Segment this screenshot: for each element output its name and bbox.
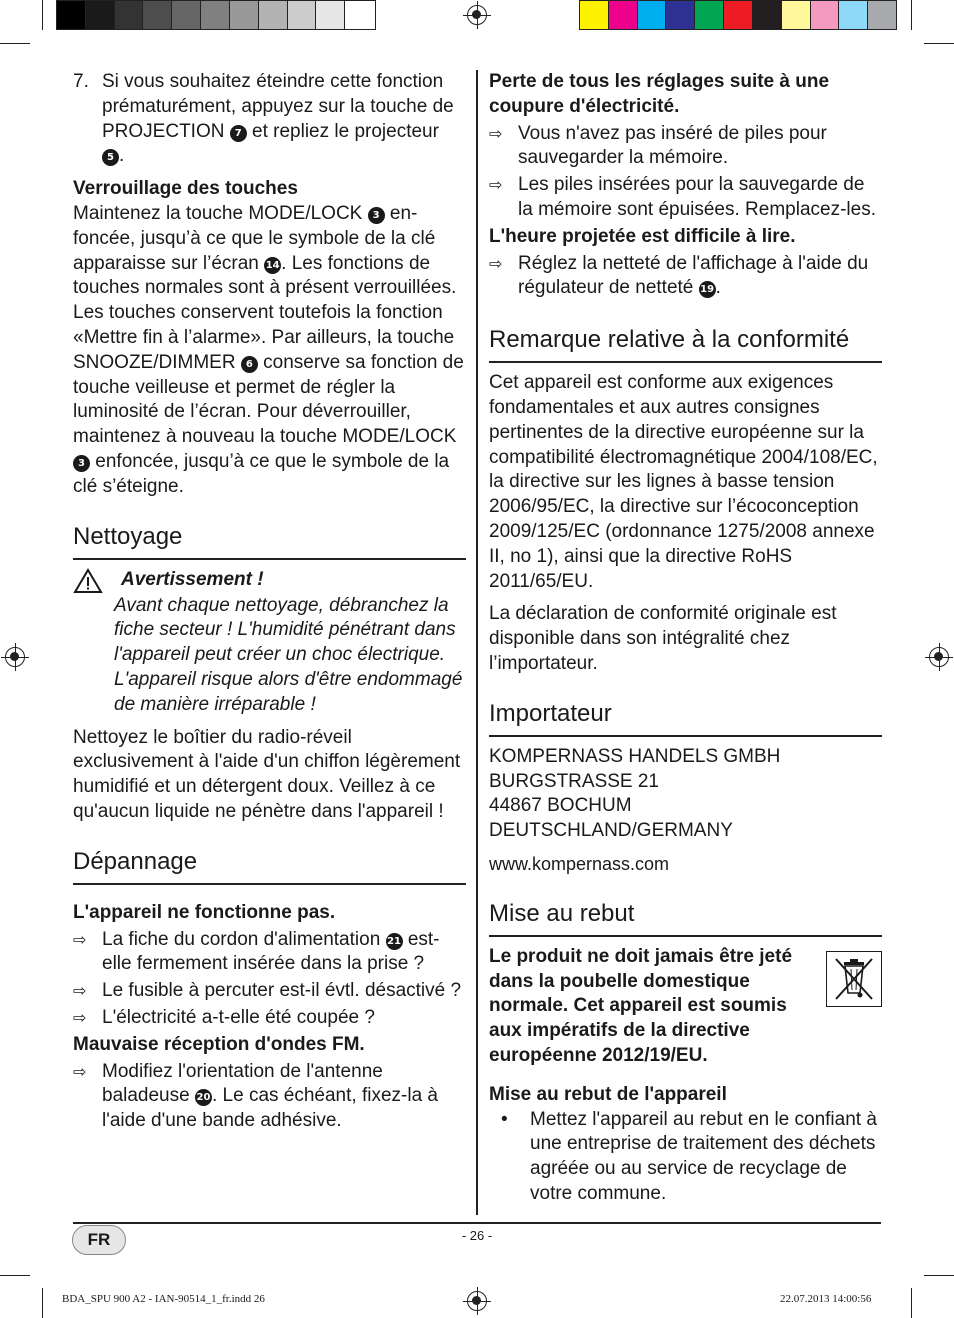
solution-item: ⇨ La fiche du cordon d'alimentation 21 est-elle fermement insérée dans la prise ? [73,928,466,978]
crop-mark [42,1288,43,1318]
color-swatch [753,1,782,29]
gray-swatch [316,1,345,29]
color-swatch [782,1,811,29]
disposal-warning: Le produit ne doit jamais être jeté dans la poubelle domestique normale. Cet appareil est soumis aux impératifs de la directive européenne 2012/19/EU. [489,945,793,1066]
gray-swatch [86,1,115,29]
gray-swatch [143,1,172,29]
cleaning-text: Nettoyez le boîtier du radio-réveil exclusivement à l'aide d'un chiffon légèrement humidifié et un détergent doux. Veillez à ce qu'aucun liquide ne pénètre dans l'appareil ! [73,726,461,822]
gray-swatch [345,1,375,29]
registration-mark-icon [5,647,25,667]
column-divider [476,70,478,1215]
disposal-subheading: Mise au rebut de l'appareil [489,1083,727,1105]
solution-item: ⇨ Vous n'avez pas inséré de piles pour sauvegarder la mémoire. [489,122,882,172]
number-20-icon: 20 [195,1089,212,1106]
solution-item: ⇨ L'électricité a-t-elle été coupée ? [73,1006,466,1031]
problem-heading: Perte de tous les réglages suite à une coupure d'électricité. [489,71,830,117]
color-swatch [666,1,695,29]
date-slug: 22.07.2013 14:00:56 [780,1293,872,1305]
number-6-icon: 6 [241,356,258,373]
solution-item: ⇨ Le fusible à percuter est-il évtl. désactivé ? [73,979,466,1004]
grayscale-color-bar [56,0,376,30]
key-lock-text: Maintenez la touche MODE/LOCK 3 en-foncée, jusqu’à ce que le symbole de la clé apparaisse sur l’écran 14. Les fonctions de touches normales sont à présent verrouillées. Les touches conservent toutefois la fonction «Mettre fin à l’alarme». Par ailleurs, la touche SNOOZE/DIMMER 6 conserve sa fonction de touche veilleuse et permet de régler la luminosité de l’écran. Pour déverrouiller, maintenez à nouveau la touche MODE/LOCK 3 enfoncée, jusqu’à ce que le symbole de la clé s’éteigne. [73,202,464,497]
cleaning-title: Nettoyage [73,522,466,560]
arrow-right-icon: ⇨ [73,929,87,949]
registration-mark-icon [467,5,487,25]
crop-mark [0,43,30,44]
number-19-icon: 19 [699,281,716,298]
disposal-title: Mise au rebut [489,899,882,937]
crop-mark [911,1288,912,1318]
crop-mark [924,43,954,44]
process-color-bar [579,0,897,30]
warning-text: Avant chaque nettoyage, débranchez la fiche secteur ! L'humidité pénétrant dans l'appareil peut créer un choc électrique. L'appareil risque alors d'être endommagé de manière irréparable ! [114,594,463,715]
solution-item: ⇨ Réglez la netteté de l'affichage à l'aide du régulateur de netteté 19. [489,252,882,302]
color-swatch [638,1,667,29]
importer-website: www.kompernass.com [489,853,670,874]
crop-mark [42,0,43,30]
crossed-out-bin-icon [826,951,882,1007]
importer-title: Importateur [489,699,882,737]
arrow-right-icon: ⇨ [489,123,503,143]
solution-item: ⇨ Les piles insérées pour la sauvegarde de la mémoire sont épuisées. Remplacez-les. [489,173,882,223]
key-lock-heading: Verrouillage des touches [73,178,298,200]
warning-title: Avertissement ! [121,569,264,591]
importer-country: DEUTSCHLAND/GERMANY [489,820,733,842]
gray-swatch [230,1,259,29]
file-slug: BDA_SPU 900 A2 - IAN-90514_1_fr.indd 26 [62,1293,265,1305]
color-swatch [724,1,753,29]
problem-heading: L'appareil ne fonctionne pas. [73,901,336,923]
right-column [489,70,882,1207]
conformity-note: La déclaration de conformité originale est disponible dans son intégralité chez l’importateur. [489,603,837,674]
arrow-right-icon: ⇨ [73,1007,87,1027]
gray-swatch [288,1,317,29]
left-column [73,70,466,1136]
solution-item: ⇨ Modifiez l'orientation de l'antenne baladeuse 20. Le cas échéant, fixez-la à l'aide d'une bande adhésive. [73,1060,466,1134]
color-swatch [609,1,638,29]
problem-heading: Mauvaise réception d'ondes FM. [73,1033,365,1055]
page-number: - 26 - [461,1228,493,1243]
gray-swatch [57,1,86,29]
color-swatch [580,1,609,29]
gray-swatch [115,1,144,29]
arrow-right-icon: ⇨ [489,253,503,273]
step-number: 7. [73,71,89,92]
color-swatch [839,1,868,29]
list-item: • Mettez l'appareil au rebut en le confiant à une entreprise de traitement des déchets agréée ou au service de recyclage de votre commune. [489,1108,882,1207]
disposal-block [489,945,882,1069]
warning-triangle-icon [73,568,103,594]
color-swatch [811,1,840,29]
troubleshooting-title: Dépannage [73,847,466,885]
gray-swatch [201,1,230,29]
number-21-icon: 21 [386,933,403,950]
number-5-icon: 5 [102,149,119,166]
footer-rule [73,1222,881,1224]
crop-mark [911,0,912,30]
conformity-text: Cet appareil est conforme aux exigences fondamentales et aux autres consignes pertinentes de la directive européenne sur la compatibilité électromagnétique 2004/108/EC, la directive sur les lignes à basse tension 2006/95/EC, la directive sur l’écoconception 2009/125/EC (ordonnance 1275/2008 annexe II, no 1), ainsi que la directive RoHS 2011/65/EU. [489,372,878,592]
importer-city: 44867 BOCHUM [489,795,632,817]
conformity-title: Remarque relative à la conformité [489,325,882,363]
bullet-icon: • [501,1108,508,1130]
arrow-right-icon: ⇨ [73,981,87,1001]
arrow-right-icon: ⇨ [73,1061,87,1081]
step-7-text: Si vous souhaitez éteindre cette fonction prématurément, appuyez sur la touche de PROJECTION 7 et repliez le projecteur 5 . [102,71,454,167]
arrow-right-icon: ⇨ [489,175,503,195]
registration-mark-icon [929,647,949,667]
number-7-icon: 7 [230,125,247,142]
registration-mark-icon [467,1291,487,1311]
color-swatch [695,1,724,29]
gray-swatch [259,1,288,29]
importer-street: BURGSTRASSE 21 [489,770,659,792]
step-7 [73,70,466,169]
language-badge: FR [72,1225,126,1255]
number-3-icon: 3 [368,207,385,224]
color-swatch [868,1,896,29]
importer-name: KOMPERNASS HANDELS GMBH [489,745,781,767]
number-14-icon: 14 [264,257,281,274]
crop-mark [924,1275,954,1276]
gray-swatch [172,1,201,29]
problem-heading: L'heure projetée est difficile à lire. [489,225,796,247]
warning-heading [73,568,466,594]
number-3-icon: 3 [73,455,90,472]
crop-mark [0,1275,30,1276]
